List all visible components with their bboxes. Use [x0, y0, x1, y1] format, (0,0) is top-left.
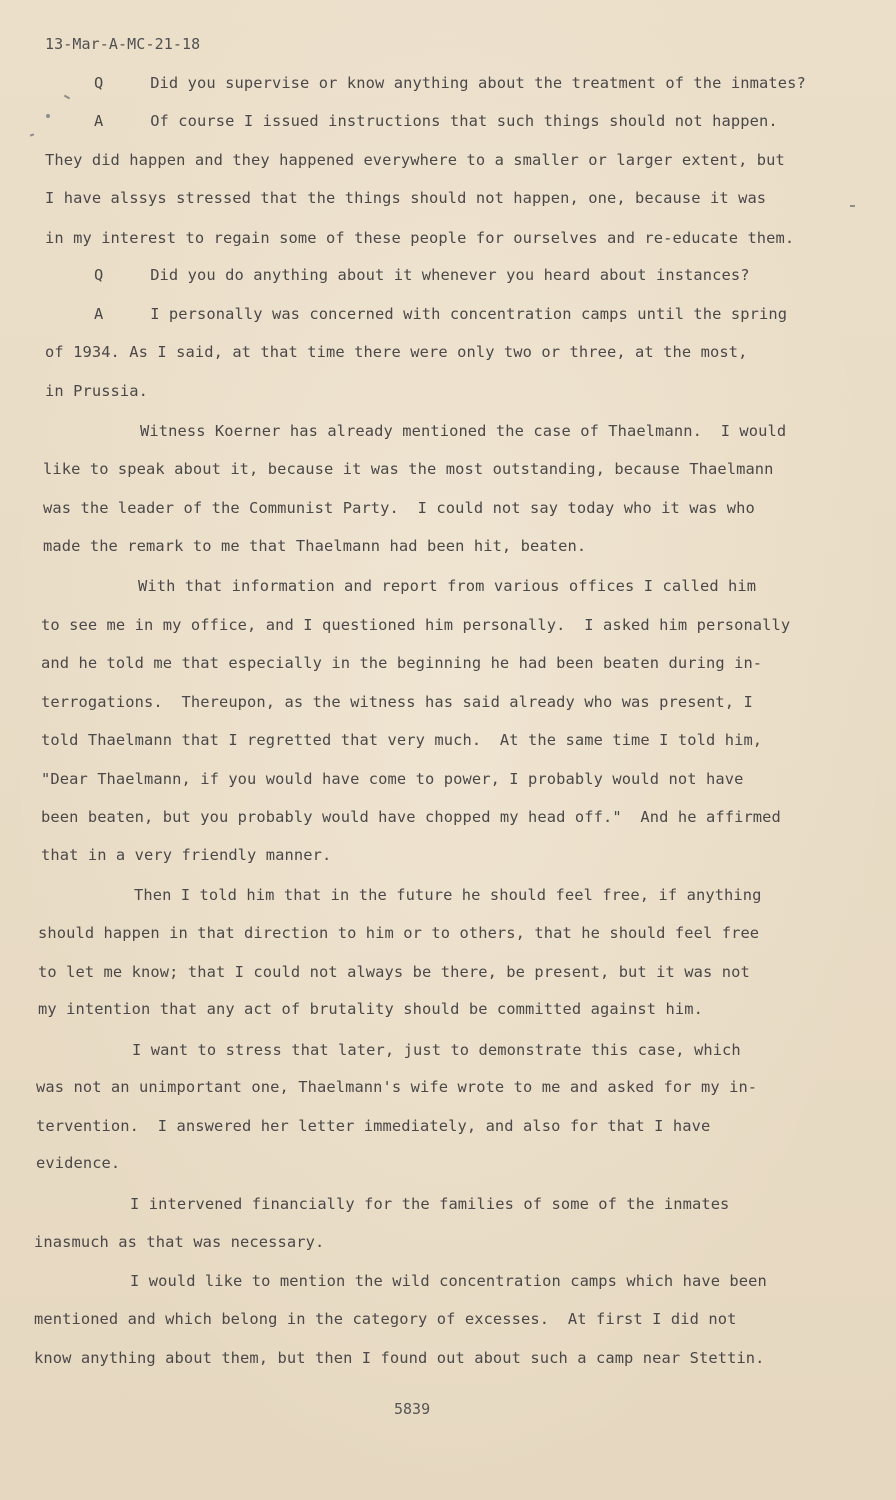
- text-line: evidence.: [36, 1154, 121, 1172]
- text-line: I would like to mention the wild concentration camps which have been: [130, 1272, 767, 1290]
- text-line: my intention that any act of brutality should be committed against him.: [38, 1000, 703, 1018]
- text-line: know anything about them, but then I found out about such a camp near Stettin.: [34, 1349, 765, 1367]
- text-line: was not an unimportant one, Thaelmann's wife wrote to me and asked for my in-: [36, 1078, 758, 1096]
- text-line: I want to stress that later, just to demonstrate this case, which: [132, 1041, 741, 1059]
- text-line: Witness Koerner has already mentioned the case of Thaelmann. I would: [140, 422, 787, 440]
- text-line: in my interest to regain some of these people for ourselves and re-educate them.: [45, 229, 795, 247]
- text-line: They did happen and they happened everywhere to a smaller or larger extent, but: [45, 151, 785, 169]
- text-line: Then I told him that in the future he should feel free, if anything: [134, 886, 762, 904]
- text-line: in Prussia.: [45, 382, 149, 400]
- text-line: Q Did you do anything about it whenever you heard about instances?: [94, 266, 750, 284]
- text-line: With that information and report from various offices I called him: [138, 577, 757, 595]
- text-line: I intervened financially for the families of some of the inmates: [130, 1195, 730, 1213]
- margin-mark: [850, 205, 855, 207]
- text-line: like to speak about it, because it was the most outstanding, because Thaelmann: [43, 460, 774, 478]
- text-line: and he told me that especially in the beginning he had been beaten during in-: [41, 654, 763, 672]
- text-line: tervention. I answered her letter immediately, and also for that I have: [36, 1117, 711, 1135]
- margin-mark: [30, 133, 34, 136]
- text-line: A Of course I issued instructions that such things should not happen.: [94, 112, 778, 130]
- text-line: told Thaelmann that I regretted that very much. At the same time I told him,: [41, 731, 763, 749]
- text-line: inasmuch as that was necessary.: [34, 1233, 325, 1251]
- text-line: of 1934. As I said, at that time there were only two or three, at the most,: [45, 343, 748, 361]
- text-line: "Dear Thaelmann, if you would have come to power, I probably would not have: [41, 770, 744, 788]
- text-line: A I personally was concerned with concentration camps until the spring: [94, 305, 788, 323]
- text-line: that in a very friendly manner.: [41, 846, 332, 864]
- page-number: 5839: [394, 1400, 431, 1418]
- text-line: terrogations. Thereupon, as the witness has said already who was present, I: [41, 693, 753, 711]
- text-line: been beaten, but you probably would have chopped my head off." And he affirmed: [41, 808, 781, 826]
- text-line: was the leader of the Communist Party. I could not say today who it was who: [43, 499, 755, 517]
- text-line: I have alssys stressed that the things should not happen, one, because it was: [45, 189, 767, 207]
- document-id: 13-Mar-A-MC-21-18: [45, 35, 201, 53]
- text-line: mentioned and which belong in the category of excesses. At first I did not: [34, 1310, 737, 1328]
- text-line: to see me in my office, and I questioned him personally. I asked him personally: [41, 616, 791, 634]
- margin-mark: [64, 95, 70, 100]
- text-line: Q Did you supervise or know anything about the treatment of the inmates?: [94, 74, 806, 92]
- margin-mark: [46, 114, 50, 118]
- text-line: to let me know; that I could not always be there, be present, but it was not: [38, 963, 750, 981]
- text-line: should happen in that direction to him or to others, that he should feel free: [38, 924, 760, 942]
- text-line: made the remark to me that Thaelmann had been hit, beaten.: [43, 537, 587, 555]
